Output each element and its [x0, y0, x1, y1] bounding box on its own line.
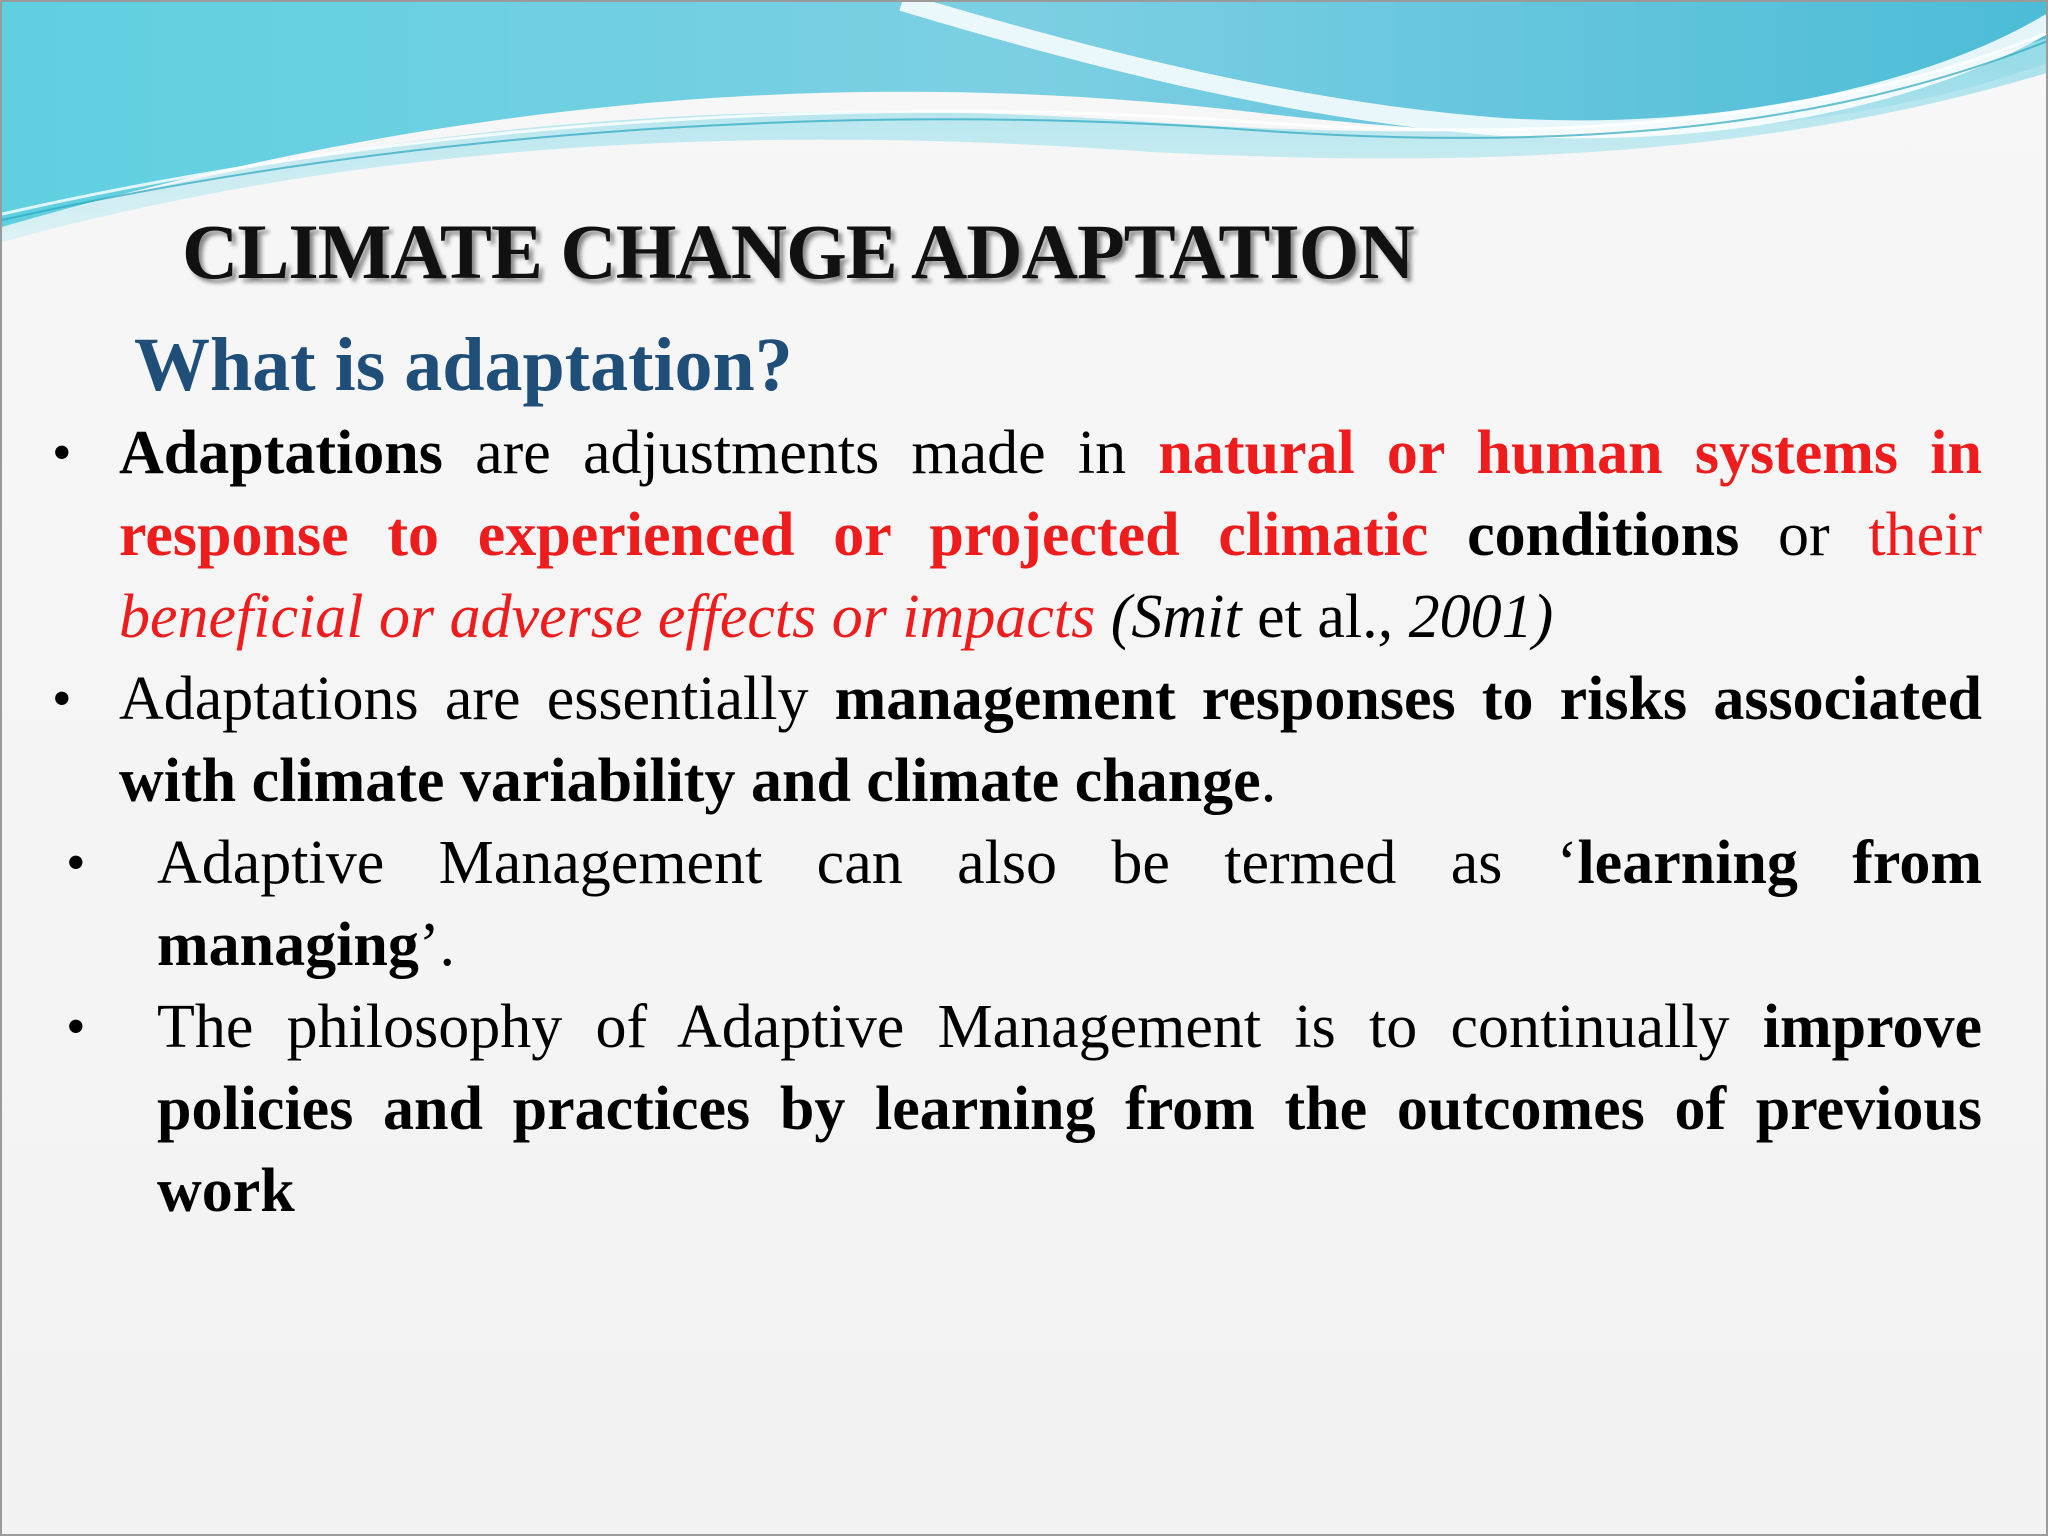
bullet-text: Adaptations are essentially — [119, 665, 835, 733]
bullet-item-4 — [42, 986, 1982, 1232]
bullet-marker: • — [52, 422, 72, 484]
citation: , 2001) — [1377, 583, 1554, 651]
bullet-text-highlight: their — [1868, 501, 1983, 569]
citation: et al. — [1241, 583, 1378, 651]
bullet-text: ’. — [418, 911, 455, 979]
slide-subtitle: What is adaptation? — [134, 323, 793, 407]
bullet-text — [1095, 583, 1111, 651]
citation: (Smit — [1110, 583, 1242, 651]
bullet-text: conditions — [1467, 501, 1740, 569]
bullet-list — [42, 412, 1982, 1232]
slide-title: CLIMATE CHANGE ADAPTATION — [182, 208, 1414, 295]
bullet-text: The philosophy of Adaptive Management is to continually — [157, 993, 1763, 1061]
bullet-marker: • — [66, 996, 86, 1058]
bullet-text: are adjustments made in — [442, 419, 1159, 487]
bullet-text-bold: learning from managing — [157, 829, 1982, 979]
bullet-text — [1428, 501, 1467, 569]
bullet-text: Adaptive Management can also be termed as ‘ — [157, 829, 1578, 897]
bullet-text-bold: improve policies and practices by learning from the outcomes of previous work — [157, 993, 1982, 1225]
bullet-marker: • — [52, 668, 72, 730]
bullet-item-3 — [42, 822, 1982, 986]
bullet-text: Adaptations — [119, 419, 443, 487]
bullet-text-highlight: beneficial or adverse effects or impacts — [119, 583, 1096, 651]
bullet-item-2 — [42, 658, 1982, 822]
header-wave-decoration — [2, 2, 2048, 242]
bullet-text-bold: management responses to risks associated with climate variability and climate change — [119, 665, 1983, 815]
bullet-item-1 — [42, 412, 1982, 658]
bullet-text: . — [1260, 747, 1277, 815]
bullet-text: or — [1739, 501, 1869, 569]
bullet-marker: • — [66, 832, 86, 894]
bullet-text-highlight: natural or human systems in response to experienced or projected climatic — [119, 419, 1982, 569]
